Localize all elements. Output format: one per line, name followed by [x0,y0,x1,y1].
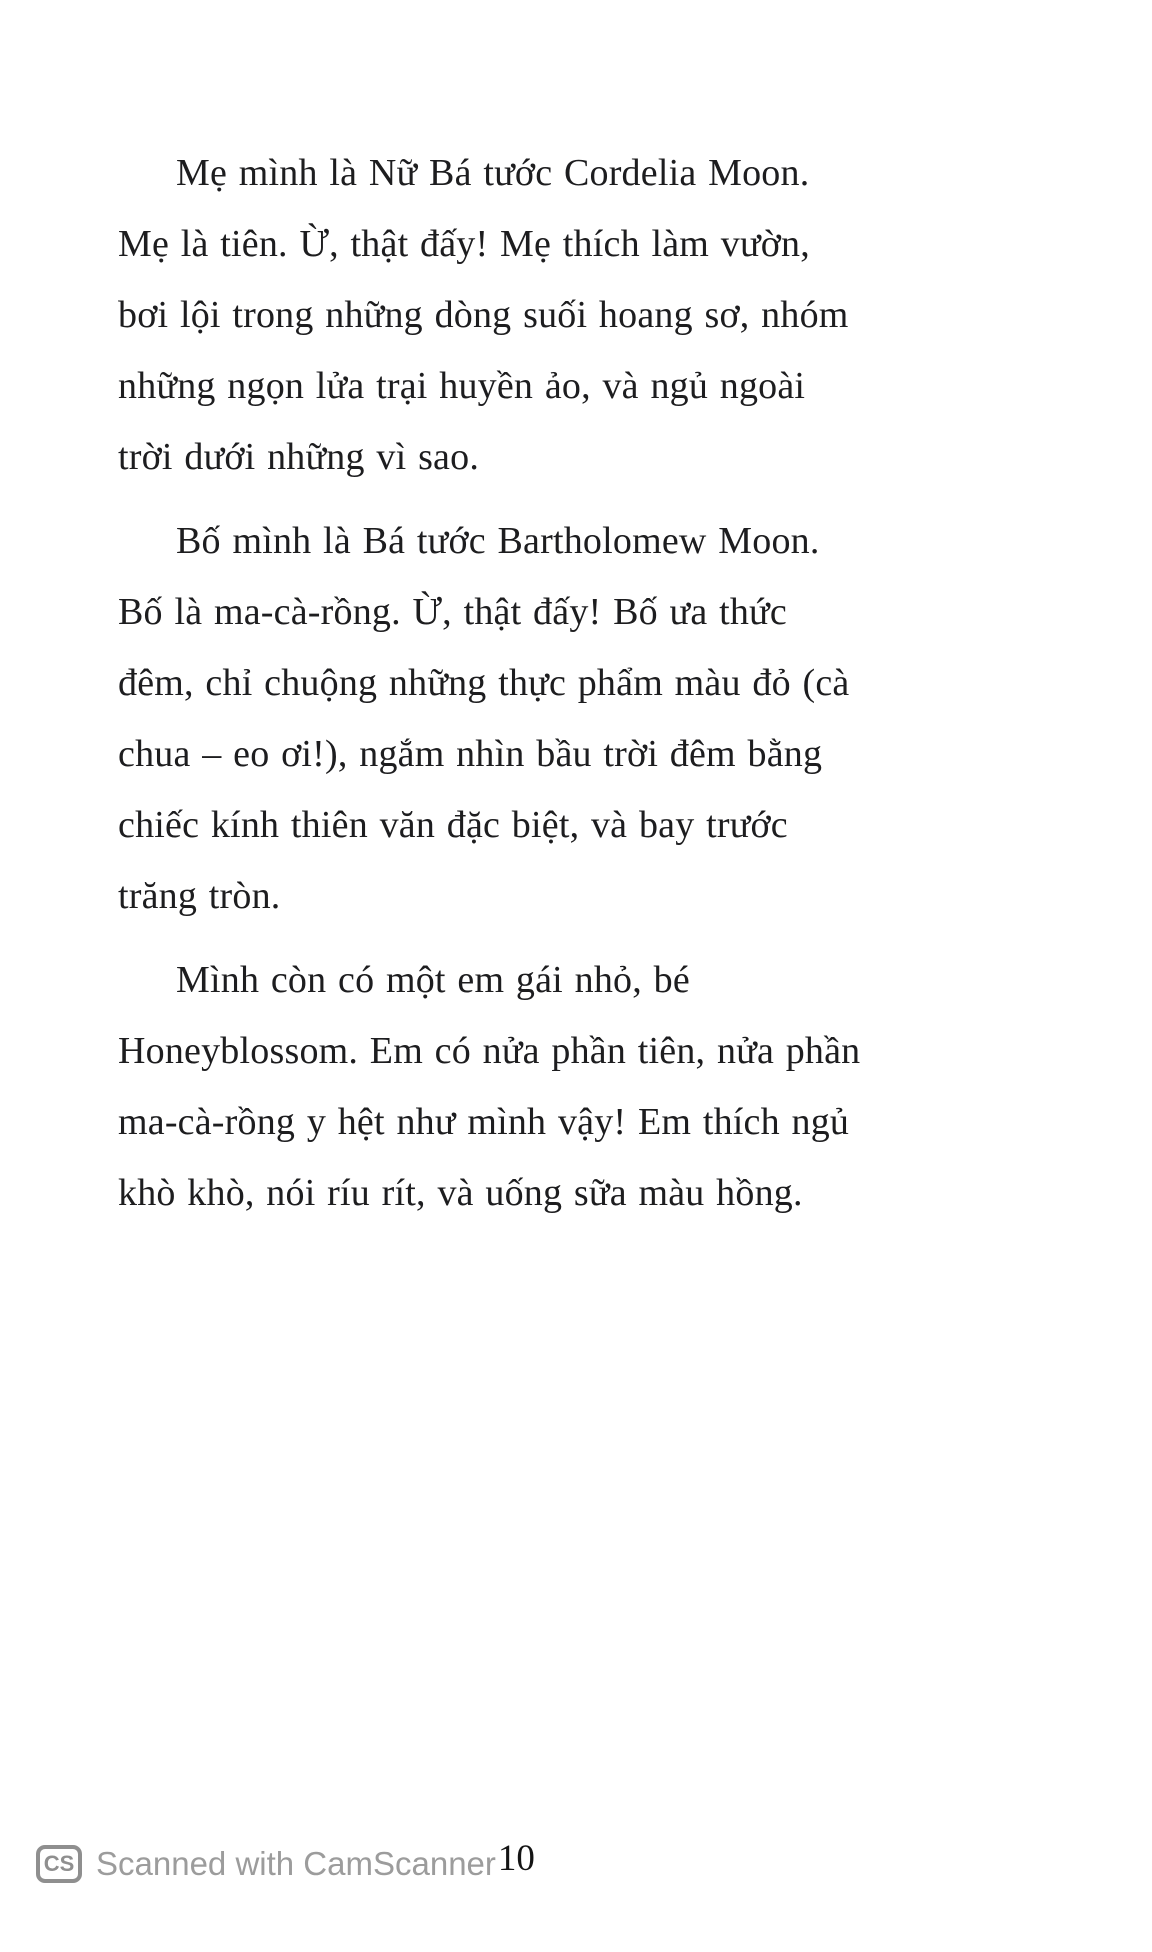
camscanner-watermark: Scanned with CamScanner [96,1845,496,1882]
paragraph-mother: Mẹ mình là Nữ Bá tước Cordelia Moon. Mẹ là tiên. Ừ, thật đấy! Mẹ thích làm vườn, bơi lội trong những dòng suối hoang sơ, nhóm những ngọn lửa trại huyền ảo, và ngủ ngoài trời dưới những vì sao. [118,152,849,478]
camscanner-logo-text: CS [43,1851,75,1876]
page-number: 10 [497,1837,535,1879]
page-text-block [118,138,866,1242]
footer [36,1838,535,1890]
camscanner-logo-icon [36,1845,82,1883]
paragraph-sister: Mình còn có một em gái nhỏ, bé Honeyblossom. Em có nửa phần tiên, nửa phần ma-cà-rồng y hệt như mình vậy! Em thích ngủ khò khò, nói ríu rít, và uống sữa màu hồng. [118,959,861,1214]
paragraph-father: Bố mình là Bá tước Bartholomew Moon. Bố là ma-cà-rồng. Ừ, thật đấy! Bố ưa thức đêm, chỉ chuộng những thực phẩm màu đỏ (cà chua – eo ơi!), ngắm nhìn bầu trời đêm bằng chiếc kính thiên văn đặc biệt, và bay trước trăng tròn. [118,520,850,917]
